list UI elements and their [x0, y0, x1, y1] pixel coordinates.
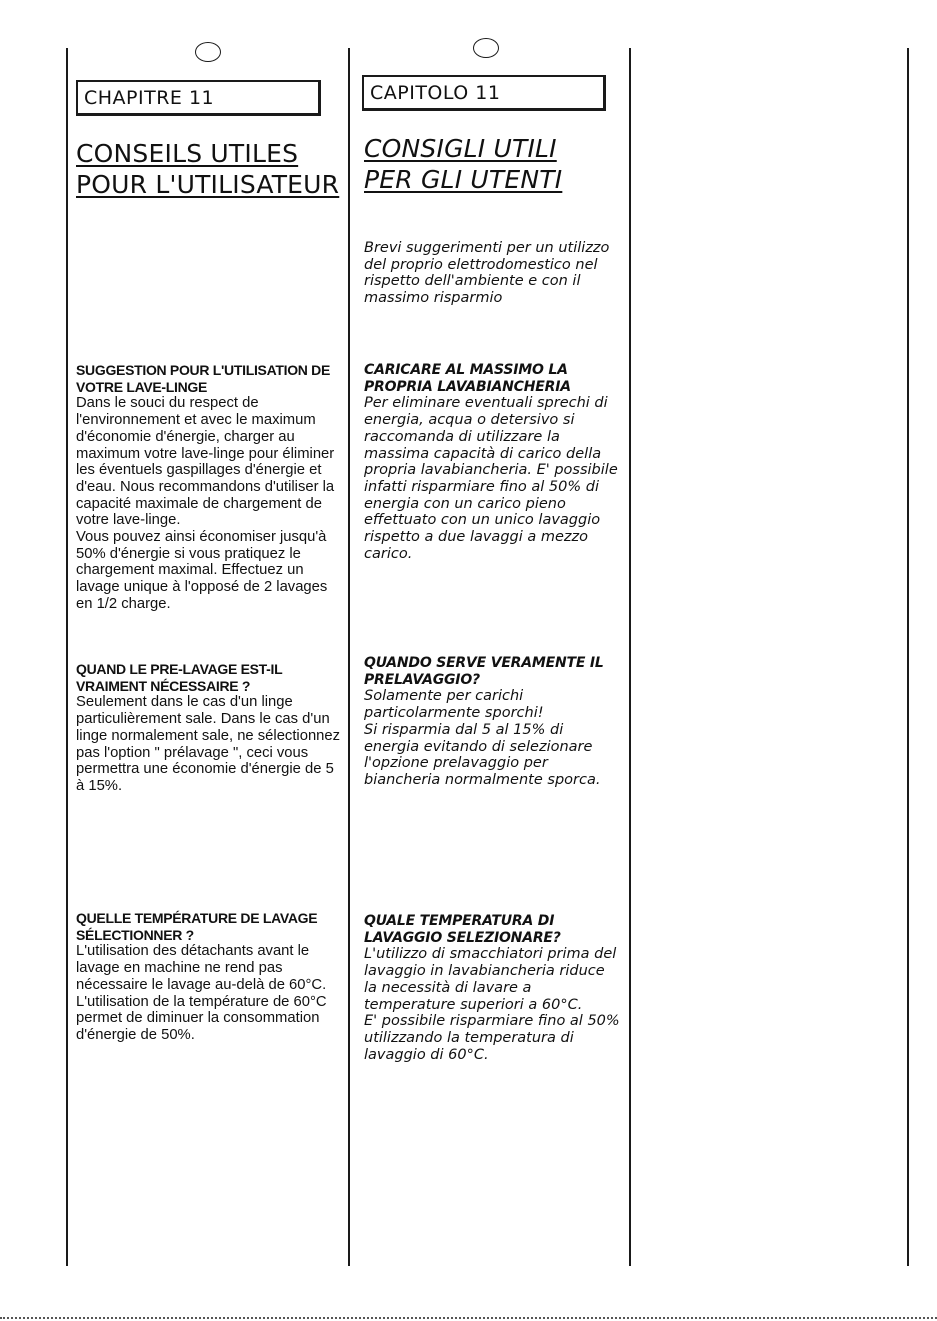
tip-heading: PRELAVAGGIO?	[364, 671, 480, 688]
tip-body: Seulement dans le cas d'un linge particulièrement sale. Dans le cas d'un linge normalement sale, ne sélectionnez pas l'option " prélavage ", ceci vous permettra une économie d'énergie de 5 à 15%.	[76, 694, 341, 794]
tip-block-it	[364, 655, 622, 789]
tip-body: L'utilizzo di smacchiatori prima del lavaggio in lavabiancheria riduce la necessità di lavare a temperature superiori a 60°C.	[364, 946, 617, 1013]
tip-block-it	[364, 913, 622, 1063]
tip-block-fr	[76, 661, 344, 795]
tip-body: Dans le souci du respect de l'environnement et avec le maximum d'économie d'énergie, charger au maximum votre lave-linge pour éliminer les éventuels gaspillages d'énergie et d'eau. Nous recommandons d'utiliser la capacité maximale de chargement de votre lave-linge.	[76, 395, 335, 529]
tip-heading: VRAIMENT NÉCESSAIRE ?	[76, 677, 251, 694]
section-title-line: CONSEILS UTILES	[76, 139, 299, 168]
language-marker-circle	[473, 38, 499, 58]
tip-heading: VOTRE LAVE-LINGE	[76, 378, 208, 395]
tip-heading: CARICARE AL MASSIMO LA	[364, 362, 568, 378]
tip-body: Solamente per carichi particolarmente sporchi!	[364, 688, 544, 722]
tip-block-it	[364, 362, 622, 562]
tip-body: Per eliminare eventuali sprechi di energia, acqua o detersivo si raccomanda di utilizzare la massima capacità di carico della propria lavabiancheria. E' possibile infatti risparmiare fino al 50% di energia con un carico pieno effettuato con un unico lavaggio rispetto a due lavaggi a mezzo carico.	[364, 395, 618, 562]
section-title-it	[364, 133, 624, 195]
column-rule	[629, 48, 631, 1266]
tip-body: E' possibile risparmiare fino al 50% utilizzando la temperatura di lavaggio di 60°C.	[364, 1013, 620, 1063]
intro-body: Brevi suggerimenti per un utilizzo del proprio elettrodomestico nel rispetto dell'ambiente e con il massimo risparmio	[364, 240, 610, 307]
section-title-fr	[76, 138, 346, 200]
tip-heading: SUGGESTION POUR L'UTILISATION DE	[76, 362, 331, 378]
tip-block-fr	[76, 362, 344, 613]
chapter-heading-fr: CHAPITRE 11	[76, 80, 321, 116]
cut-line	[0, 1317, 937, 1319]
column-rule	[907, 48, 909, 1266]
tip-body: L'utilisation des détachants avant le lavage en machine ne rend pas nécessaire le lavage au-delà de 60°C. L'utilisation de la température de 60°C permet de diminuer la consommation d'énergie de 50%.	[76, 943, 327, 1043]
tip-heading: QUELLE TEMPÉRATURE DE LAVAGE	[76, 910, 318, 926]
tip-heading: SÉLECTIONNER ?	[76, 926, 194, 943]
tip-heading: PROPRIA LAVABIANCHERIA	[364, 378, 571, 395]
tip-block-fr	[76, 910, 344, 1044]
tip-heading: QUAND LE PRE-LAVAGE EST-IL	[76, 661, 283, 677]
intro-text-it	[364, 240, 622, 307]
section-title-line: POUR L'UTILISATEUR	[76, 170, 340, 199]
section-title-line: PER GLI UTENTI	[364, 165, 563, 194]
tip-heading: LAVAGGIO SELEZIONARE?	[364, 929, 561, 946]
language-marker-circle	[195, 42, 221, 62]
tip-heading: QUALE TEMPERATURA DI	[364, 913, 555, 929]
tip-body: Si risparmia dal 5 al 15% di energia evitando di selezionare l'opzione prelavaggio per biancheria normalmente sporca.	[364, 721, 601, 788]
section-title-line: CONSIGLI UTILI	[364, 134, 557, 163]
chapter-heading-it: CAPITOLO 11	[362, 75, 606, 111]
tip-body: Vous pouvez ainsi économiser jusqu'à 50% d'énergie si vous pratiquez le chargement maximal. Effectuez un lavage unique à l'opposé de 2 lavages en 1/2 charge.	[76, 529, 328, 612]
column-rule	[348, 48, 350, 1266]
column-rule	[66, 48, 68, 1266]
tip-heading: QUANDO SERVE VERAMENTE IL	[364, 655, 604, 671]
